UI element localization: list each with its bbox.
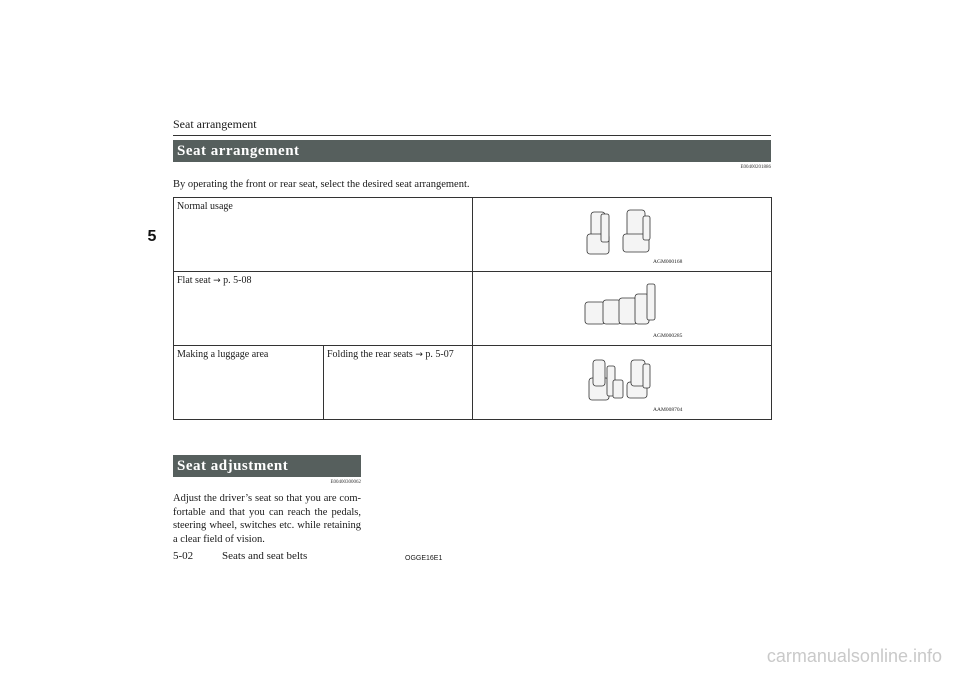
intro-paragraph: By operating the front or rear seat, select the desired seat arrangement.	[173, 179, 470, 190]
section-code: E00400300062	[330, 480, 361, 485]
body-paragraph: Adjust the driver’s seat so that you are com-fortable and that you can reach the pedals, steering wheel, switches etc. while retaining a clear field of vision.	[173, 493, 361, 545]
section-title-seat-adjustment: Seat adjustment	[173, 455, 361, 477]
section-code: E00400201886	[740, 165, 771, 170]
arrow-icon: →	[213, 276, 221, 286]
seats-flat-icon	[583, 278, 663, 336]
page-reference[interactable]: p. 5-07	[422, 349, 454, 360]
seats-normal-icon	[583, 204, 663, 262]
figure-cell	[473, 272, 772, 346]
page-reference[interactable]: p. 5-08	[220, 275, 252, 286]
chapter-tab: 5	[147, 228, 157, 245]
row-label: Flat seat → p. 5-08	[174, 272, 473, 346]
footer-doc-code: OGGE16E1	[405, 555, 443, 562]
figure-code: AGM000285	[653, 333, 683, 339]
running-header: Seat arrangement	[173, 117, 257, 131]
row-label: Making a luggage area	[174, 346, 324, 420]
watermark: carmanualsonline.info	[766, 646, 942, 666]
footer-page-number: 5-02	[173, 550, 194, 562]
row-sub-label: Folding the rear seats → p. 5-07	[324, 346, 473, 420]
arrow-icon: →	[415, 350, 423, 360]
seats-folded-icon	[583, 352, 663, 410]
seat-arrangement-table	[173, 197, 772, 420]
figure-cell	[473, 346, 772, 420]
table-row	[174, 346, 772, 420]
section-title-seat-arrangement: Seat arrangement	[173, 140, 771, 162]
header-rule	[173, 135, 771, 136]
table-row	[174, 272, 772, 346]
figure-code: AAM008704	[653, 407, 683, 413]
table-row	[174, 198, 772, 272]
row-label: Normal usage	[174, 198, 473, 272]
figure-code: AGM000168	[653, 259, 683, 265]
figure-cell	[473, 198, 772, 272]
footer-chapter-title: Seats and seat belts	[222, 550, 308, 562]
